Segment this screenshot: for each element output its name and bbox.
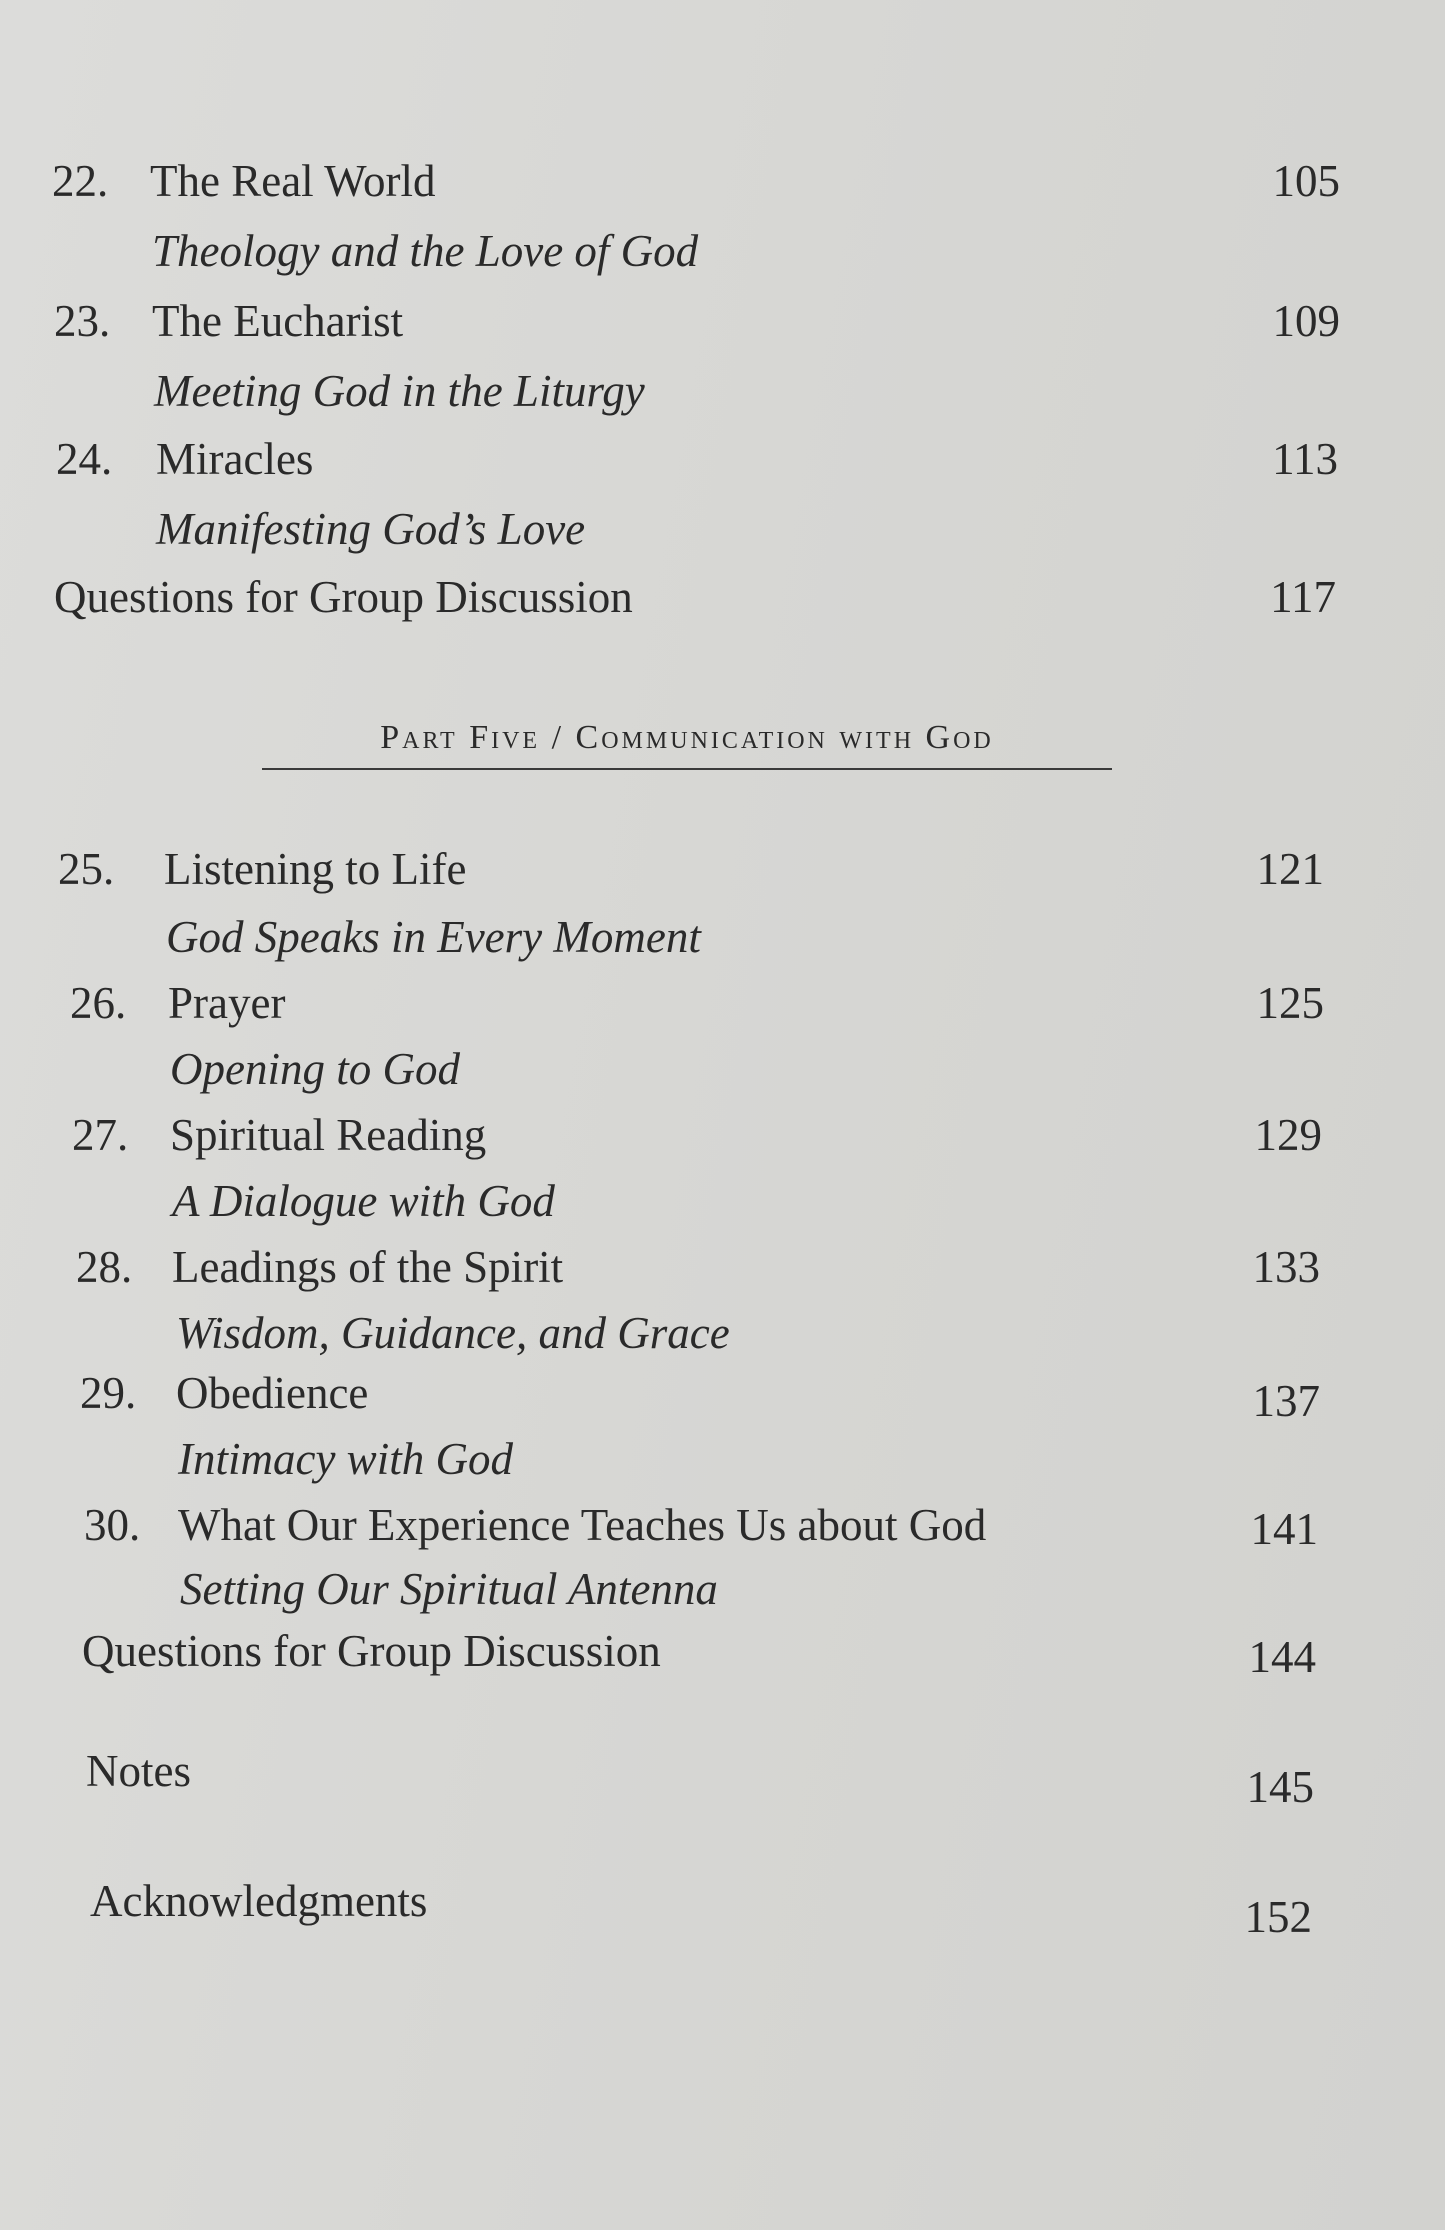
chapter-title: The Real World	[150, 156, 436, 206]
page-number: 141	[1250, 1504, 1318, 1554]
toc-entry-notes	[0, 1736, 1445, 1812]
section-title: Questions for Group Discussion	[54, 572, 633, 622]
toc-entry-23	[0, 286, 1445, 356]
chapter-subtitle: Meeting God in the Liturgy	[154, 366, 645, 416]
chapter-number: 22.	[52, 156, 109, 206]
chapter-subtitle: Theology and the Love of God	[152, 226, 699, 276]
page-number: 129	[1254, 1110, 1322, 1160]
toc-entry-25	[0, 834, 1445, 904]
chapter-number: 23.	[54, 296, 111, 346]
page-number: 105	[1272, 156, 1340, 206]
section-title: Acknowledgments	[90, 1876, 428, 1926]
toc-entry-24	[0, 424, 1445, 494]
chapter-title: What Our Experience Teaches Us about God	[178, 1500, 987, 1550]
page-number: 152	[1244, 1892, 1312, 1942]
toc-entry-28	[0, 1232, 1445, 1302]
toc-entry-22	[0, 146, 1445, 216]
toc-entry-27	[0, 1100, 1445, 1170]
toc-entry-questions-part-four	[0, 562, 1445, 632]
page-number: 133	[1252, 1242, 1320, 1292]
page-number: 144	[1248, 1632, 1316, 1682]
chapter-number: 26.	[70, 978, 127, 1028]
chapter-number: 24.	[56, 434, 113, 484]
chapter-number: 25.	[58, 844, 115, 894]
chapter-title: Spiritual Reading	[170, 1110, 487, 1160]
chapter-title: Prayer	[168, 978, 286, 1028]
part-heading-rule	[262, 768, 1112, 770]
toc-entry-26	[0, 968, 1445, 1038]
chapter-number: 27.	[72, 1110, 129, 1160]
chapter-title: Leadings of the Spirit	[172, 1242, 564, 1292]
page-number: 121	[1256, 844, 1324, 894]
page-number: 145	[1246, 1762, 1314, 1812]
chapter-title: Listening to Life	[164, 844, 467, 894]
chapter-subtitle: Manifesting God’s Love	[156, 504, 586, 554]
chapter-title: Miracles	[156, 434, 314, 484]
section-title: Questions for Group Discussion	[82, 1626, 661, 1676]
page-number: 109	[1272, 296, 1340, 346]
chapter-subtitle: Intimacy with God	[178, 1434, 513, 1484]
toc-entry-29	[0, 1358, 1445, 1428]
page-number: 113	[1272, 434, 1338, 484]
page-number: 125	[1256, 978, 1324, 1028]
toc-entry-30	[0, 1490, 1445, 1560]
chapter-number: 29.	[80, 1368, 137, 1418]
toc-entry-acknowledgments	[0, 1866, 1445, 1942]
chapter-subtitle: Wisdom, Guidance, and Grace	[176, 1308, 730, 1358]
chapter-subtitle: Setting Our Spiritual Antenna	[180, 1564, 718, 1614]
chapter-subtitle: God Speaks in Every Moment	[166, 912, 701, 962]
chapter-title: Obedience	[176, 1368, 369, 1418]
toc-entry-questions-part-five	[0, 1616, 1445, 1686]
chapter-title: The Eucharist	[152, 296, 404, 346]
chapter-number: 30.	[84, 1500, 141, 1550]
chapter-subtitle: A Dialogue with God	[172, 1176, 555, 1226]
page-number: 137	[1252, 1376, 1320, 1426]
page-number: 117	[1270, 572, 1336, 622]
chapter-subtitle: Opening to God	[170, 1044, 460, 1094]
chapter-number: 28.	[76, 1242, 133, 1292]
part-heading: Part Five / Communication with God	[380, 719, 994, 756]
section-title: Notes	[86, 1746, 191, 1796]
